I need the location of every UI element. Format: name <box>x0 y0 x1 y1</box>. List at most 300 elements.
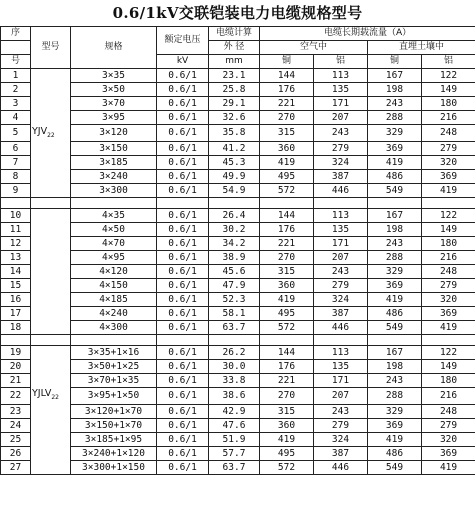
row-air-copper: 572 <box>260 460 314 474</box>
row-ground-copper: 549 <box>368 320 422 334</box>
row-ground-aluminum: 369 <box>422 306 475 320</box>
row-air-aluminum: 113 <box>314 69 368 83</box>
row-voltage: 0.6/1 <box>157 169 209 183</box>
row-number: 22 <box>1 387 31 404</box>
row-diameter: 42.9 <box>209 404 260 418</box>
row-voltage: 0.6/1 <box>157 404 209 418</box>
separator-cell <box>71 334 157 345</box>
row-ground-copper: 486 <box>368 169 422 183</box>
row-ground-copper: 369 <box>368 418 422 432</box>
row-diameter: 45.3 <box>209 155 260 169</box>
row-ground-copper: 198 <box>368 222 422 236</box>
row-ground-aluminum: 248 <box>422 125 475 142</box>
row-voltage: 0.6/1 <box>157 387 209 404</box>
model-cell <box>31 208 71 222</box>
row-voltage: 0.6/1 <box>157 97 209 111</box>
table-row <box>1 208 475 222</box>
table-row <box>1 111 475 125</box>
row-diameter: 63.7 <box>209 320 260 334</box>
row-diameter: 25.8 <box>209 83 260 97</box>
table-row <box>1 387 475 404</box>
row-air-aluminum: 243 <box>314 264 368 278</box>
separator-cell <box>368 334 422 345</box>
row-spec: 3×95 <box>71 111 157 125</box>
row-number: 17 <box>1 306 31 320</box>
row-diameter: 47.6 <box>209 418 260 432</box>
row-ground-aluminum: 216 <box>422 250 475 264</box>
row-ground-copper: 549 <box>368 183 422 197</box>
model-cell <box>31 404 71 418</box>
row-voltage: 0.6/1 <box>157 264 209 278</box>
separator-cell <box>31 197 71 208</box>
table-row <box>1 306 475 320</box>
row-number: 7 <box>1 155 31 169</box>
model-cell <box>31 222 71 236</box>
row-spec: 3×50 <box>71 83 157 97</box>
row-voltage: 0.6/1 <box>157 222 209 236</box>
row-diameter: 45.6 <box>209 264 260 278</box>
row-air-aluminum: 279 <box>314 278 368 292</box>
row-ground-aluminum: 122 <box>422 208 475 222</box>
row-air-aluminum: 446 <box>314 460 368 474</box>
row-diameter: 38.6 <box>209 387 260 404</box>
table-row <box>1 236 475 250</box>
model-cell <box>31 183 71 197</box>
row-voltage: 0.6/1 <box>157 155 209 169</box>
row-voltage: 0.6/1 <box>157 359 209 373</box>
row-spec: 4×240 <box>71 306 157 320</box>
model-cell <box>31 278 71 292</box>
model-cell <box>31 141 71 155</box>
row-ground-aluminum: 149 <box>422 359 475 373</box>
row-air-copper: 270 <box>260 250 314 264</box>
row-air-copper: 270 <box>260 387 314 404</box>
table-row <box>1 460 475 474</box>
table-row <box>1 345 475 359</box>
row-spec: 4×70 <box>71 236 157 250</box>
row-spec: 3×95+1×50 <box>71 387 157 404</box>
row-ground-aluminum: 122 <box>422 69 475 83</box>
table-row <box>1 278 475 292</box>
model-cell <box>31 359 71 373</box>
row-spec: 3×150 <box>71 141 157 155</box>
group-separator <box>1 334 475 345</box>
od-unit: mm <box>209 55 260 69</box>
row-air-aluminum: 113 <box>314 345 368 359</box>
row-spec: 3×240+1×120 <box>71 446 157 460</box>
row-diameter: 58.1 <box>209 306 260 320</box>
row-ground-aluminum: 279 <box>422 418 475 432</box>
row-air-copper: 176 <box>260 83 314 97</box>
row-number: 20 <box>1 359 31 373</box>
model-cell <box>31 418 71 432</box>
row-diameter: 41.2 <box>209 141 260 155</box>
row-air-aluminum: 279 <box>314 141 368 155</box>
row-air-copper: 144 <box>260 345 314 359</box>
row-voltage: 0.6/1 <box>157 418 209 432</box>
row-air-aluminum: 387 <box>314 306 368 320</box>
row-ground-aluminum: 216 <box>422 111 475 125</box>
table-row <box>1 97 475 111</box>
table-row <box>1 418 475 432</box>
row-number: 13 <box>1 250 31 264</box>
row-voltage: 0.6/1 <box>157 446 209 460</box>
row-air-copper: 360 <box>260 141 314 155</box>
table-row <box>1 446 475 460</box>
row-air-copper: 360 <box>260 278 314 292</box>
model-cell <box>31 250 71 264</box>
table-row <box>1 83 475 97</box>
row-diameter: 30.2 <box>209 222 260 236</box>
model-cell <box>31 292 71 306</box>
row-spec: 4×300 <box>71 320 157 334</box>
row-voltage: 0.6/1 <box>157 345 209 359</box>
row-diameter: 23.1 <box>209 69 260 83</box>
row-number: 1 <box>1 69 31 83</box>
row-spec: 3×50+1×25 <box>71 359 157 373</box>
row-air-copper: 572 <box>260 320 314 334</box>
model-cell <box>31 264 71 278</box>
row-ground-copper: 369 <box>368 278 422 292</box>
row-voltage: 0.6/1 <box>157 432 209 446</box>
model-cell <box>31 387 71 404</box>
model-header: 型号 <box>31 27 71 69</box>
row-ground-copper: 288 <box>368 111 422 125</box>
row-ground-aluminum: 369 <box>422 169 475 183</box>
row-diameter: 38.9 <box>209 250 260 264</box>
row-ground-aluminum: 419 <box>422 183 475 197</box>
row-air-copper: 221 <box>260 236 314 250</box>
row-air-copper: 221 <box>260 97 314 111</box>
separator-cell <box>209 334 260 345</box>
model-cell <box>31 345 71 359</box>
model-cell <box>31 83 71 97</box>
row-air-aluminum: 135 <box>314 359 368 373</box>
air-copper-header: 铜 <box>260 55 314 69</box>
model-cell <box>31 373 71 387</box>
row-air-aluminum: 243 <box>314 125 368 142</box>
row-air-copper: 419 <box>260 432 314 446</box>
table-row <box>1 69 475 83</box>
row-number: 15 <box>1 278 31 292</box>
row-air-copper: 572 <box>260 183 314 197</box>
row-diameter: 34.2 <box>209 236 260 250</box>
row-diameter: 63.7 <box>209 460 260 474</box>
row-ground-aluminum: 419 <box>422 460 475 474</box>
row-ground-copper: 329 <box>368 264 422 278</box>
ampacity-header: 电缆长期载流量（A） <box>260 27 475 41</box>
row-voltage: 0.6/1 <box>157 208 209 222</box>
row-diameter: 26.2 <box>209 345 260 359</box>
row-voltage: 0.6/1 <box>157 183 209 197</box>
row-spec: 3×35+1×16 <box>71 345 157 359</box>
row-ground-aluminum: 149 <box>422 83 475 97</box>
group-separator <box>1 197 475 208</box>
row-number: 16 <box>1 292 31 306</box>
voltage-header: 额定电压 <box>157 27 209 55</box>
row-ground-aluminum: 320 <box>422 292 475 306</box>
model-name: YJLV <box>32 388 52 400</box>
row-air-copper: 315 <box>260 404 314 418</box>
row-ground-copper: 419 <box>368 155 422 169</box>
row-ground-aluminum: 122 <box>422 345 475 359</box>
table-row <box>1 264 475 278</box>
model-name: YJV <box>32 125 48 137</box>
row-number: 26 <box>1 446 31 460</box>
row-ground-aluminum: 369 <box>422 446 475 460</box>
voltage-unit: kV <box>157 55 209 69</box>
row-spec: 3×185+1×95 <box>71 432 157 446</box>
row-ground-copper: 198 <box>368 359 422 373</box>
row-diameter: 49.9 <box>209 169 260 183</box>
row-air-aluminum: 207 <box>314 111 368 125</box>
row-number: 18 <box>1 320 31 334</box>
table-row <box>1 432 475 446</box>
row-voltage: 0.6/1 <box>157 306 209 320</box>
row-ground-aluminum: 419 <box>422 320 475 334</box>
row-air-aluminum: 113 <box>314 208 368 222</box>
row-ground-copper: 243 <box>368 97 422 111</box>
row-ground-copper: 486 <box>368 306 422 320</box>
row-diameter: 30.0 <box>209 359 260 373</box>
row-number: 11 <box>1 222 31 236</box>
row-air-copper: 144 <box>260 208 314 222</box>
od-header-line1: 电缆计算 <box>209 27 260 41</box>
model-cell <box>31 320 71 334</box>
page-title: 0.6/1kV交联铠装电力电缆规格型号 <box>112 4 363 22</box>
air-aluminum-header: 铝 <box>314 55 368 69</box>
separator-cell <box>260 197 314 208</box>
row-air-copper: 176 <box>260 222 314 236</box>
row-spec: 3×300 <box>71 183 157 197</box>
row-spec: 3×120+1×70 <box>71 404 157 418</box>
row-air-copper: 315 <box>260 125 314 142</box>
row-number: 5 <box>1 125 31 142</box>
row-spec: 3×240 <box>71 169 157 183</box>
row-air-copper: 176 <box>260 359 314 373</box>
row-number: 19 <box>1 345 31 359</box>
row-voltage: 0.6/1 <box>157 460 209 474</box>
row-voltage: 0.6/1 <box>157 320 209 334</box>
separator-cell <box>422 197 475 208</box>
table-row <box>1 292 475 306</box>
od-header-line2: 外 径 <box>209 41 260 55</box>
row-diameter: 33.8 <box>209 373 260 387</box>
model-cell <box>31 432 71 446</box>
row-diameter: 26.4 <box>209 208 260 222</box>
table-row <box>1 155 475 169</box>
cable-spec-table <box>0 26 475 475</box>
seq-header-blank <box>1 41 31 55</box>
model-cell <box>31 69 71 83</box>
row-ground-aluminum: 180 <box>422 236 475 250</box>
row-diameter: 52.3 <box>209 292 260 306</box>
separator-cell <box>31 334 71 345</box>
table-row <box>1 359 475 373</box>
row-spec: 4×50 <box>71 222 157 236</box>
row-air-aluminum: 207 <box>314 387 368 404</box>
row-ground-copper: 288 <box>368 250 422 264</box>
separator-cell <box>314 334 368 345</box>
table-row <box>1 250 475 264</box>
row-ground-copper: 486 <box>368 446 422 460</box>
model-cell <box>31 97 71 111</box>
model-subscript: 22 <box>51 394 59 402</box>
model-cell <box>31 306 71 320</box>
row-air-aluminum: 446 <box>314 320 368 334</box>
row-air-copper: 495 <box>260 306 314 320</box>
row-voltage: 0.6/1 <box>157 292 209 306</box>
row-ground-aluminum: 180 <box>422 373 475 387</box>
row-ground-aluminum: 279 <box>422 278 475 292</box>
row-air-copper: 419 <box>260 292 314 306</box>
row-air-aluminum: 243 <box>314 404 368 418</box>
row-diameter: 32.6 <box>209 111 260 125</box>
row-air-copper: 221 <box>260 373 314 387</box>
row-spec: 3×300+1×150 <box>71 460 157 474</box>
separator-cell <box>368 197 422 208</box>
row-air-aluminum: 324 <box>314 155 368 169</box>
table-row <box>1 373 475 387</box>
row-spec: 4×120 <box>71 264 157 278</box>
row-spec: 3×185 <box>71 155 157 169</box>
table-row <box>1 183 475 197</box>
row-number: 24 <box>1 418 31 432</box>
row-diameter: 54.9 <box>209 183 260 197</box>
ground-header: 直埋土壤中 <box>368 41 475 55</box>
table-row <box>1 404 475 418</box>
row-number: 23 <box>1 404 31 418</box>
row-air-copper: 315 <box>260 264 314 278</box>
row-ground-copper: 549 <box>368 460 422 474</box>
model-cell <box>31 111 71 125</box>
row-diameter: 29.1 <box>209 97 260 111</box>
row-ground-copper: 243 <box>368 373 422 387</box>
row-spec: 3×35 <box>71 69 157 83</box>
separator-cell <box>1 334 31 345</box>
row-air-aluminum: 135 <box>314 83 368 97</box>
model-cell <box>31 236 71 250</box>
row-voltage: 0.6/1 <box>157 236 209 250</box>
row-air-aluminum: 387 <box>314 169 368 183</box>
row-voltage: 0.6/1 <box>157 141 209 155</box>
row-air-copper: 144 <box>260 69 314 83</box>
row-number: 10 <box>1 208 31 222</box>
row-air-aluminum: 171 <box>314 236 368 250</box>
ground-copper-header: 铜 <box>368 55 422 69</box>
table-row <box>1 125 475 142</box>
model-subscript: 22 <box>47 131 55 139</box>
row-ground-aluminum: 279 <box>422 141 475 155</box>
row-air-copper: 495 <box>260 169 314 183</box>
model-cell <box>31 169 71 183</box>
row-number: 8 <box>1 169 31 183</box>
row-spec: 4×150 <box>71 278 157 292</box>
row-air-copper: 419 <box>260 155 314 169</box>
row-number: 12 <box>1 236 31 250</box>
model-cell <box>31 155 71 169</box>
row-air-copper: 495 <box>260 446 314 460</box>
table-row <box>1 222 475 236</box>
row-ground-copper: 167 <box>368 208 422 222</box>
row-ground-aluminum: 248 <box>422 264 475 278</box>
row-ground-aluminum: 320 <box>422 432 475 446</box>
separator-cell <box>422 334 475 345</box>
row-voltage: 0.6/1 <box>157 83 209 97</box>
row-ground-aluminum: 216 <box>422 387 475 404</box>
separator-cell <box>157 197 209 208</box>
air-header: 空气中 <box>260 41 368 55</box>
row-ground-copper: 329 <box>368 125 422 142</box>
row-diameter: 51.9 <box>209 432 260 446</box>
row-voltage: 0.6/1 <box>157 278 209 292</box>
row-ground-copper: 167 <box>368 69 422 83</box>
row-diameter: 35.8 <box>209 125 260 142</box>
model-cell <box>31 125 71 142</box>
row-voltage: 0.6/1 <box>157 125 209 142</box>
row-number: 2 <box>1 83 31 97</box>
separator-cell <box>1 197 31 208</box>
row-voltage: 0.6/1 <box>157 111 209 125</box>
row-air-aluminum: 324 <box>314 292 368 306</box>
row-number: 9 <box>1 183 31 197</box>
model-cell <box>31 460 71 474</box>
row-ground-aluminum: 320 <box>422 155 475 169</box>
row-diameter: 47.9 <box>209 278 260 292</box>
model-cell <box>31 446 71 460</box>
row-ground-copper: 419 <box>368 432 422 446</box>
row-ground-aluminum: 180 <box>422 97 475 111</box>
row-air-aluminum: 171 <box>314 373 368 387</box>
row-number: 3 <box>1 97 31 111</box>
row-voltage: 0.6/1 <box>157 250 209 264</box>
row-ground-aluminum: 149 <box>422 222 475 236</box>
row-voltage: 0.6/1 <box>157 373 209 387</box>
row-number: 25 <box>1 432 31 446</box>
separator-cell <box>157 334 209 345</box>
row-air-copper: 360 <box>260 418 314 432</box>
row-spec: 3×70 <box>71 97 157 111</box>
row-ground-copper: 288 <box>368 387 422 404</box>
row-spec: 3×120 <box>71 125 157 142</box>
row-air-aluminum: 207 <box>314 250 368 264</box>
seq-header: 序 <box>1 27 31 41</box>
seq-header-line2: 号 <box>1 55 31 69</box>
row-air-aluminum: 279 <box>314 418 368 432</box>
separator-cell <box>260 334 314 345</box>
row-spec: 3×150+1×70 <box>71 418 157 432</box>
row-number: 6 <box>1 141 31 155</box>
row-spec: 4×185 <box>71 292 157 306</box>
row-air-aluminum: 387 <box>314 446 368 460</box>
row-spec: 4×35 <box>71 208 157 222</box>
row-ground-copper: 419 <box>368 292 422 306</box>
row-ground-copper: 329 <box>368 404 422 418</box>
row-number: 14 <box>1 264 31 278</box>
table-row <box>1 320 475 334</box>
row-voltage: 0.6/1 <box>157 69 209 83</box>
row-number: 4 <box>1 111 31 125</box>
row-air-aluminum: 135 <box>314 222 368 236</box>
row-ground-copper: 198 <box>368 83 422 97</box>
row-diameter: 57.7 <box>209 446 260 460</box>
row-air-aluminum: 171 <box>314 97 368 111</box>
row-spec: 3×70+1×35 <box>71 373 157 387</box>
row-number: 21 <box>1 373 31 387</box>
separator-cell <box>314 197 368 208</box>
separator-cell <box>71 197 157 208</box>
spec-header: 规格 <box>71 27 157 69</box>
